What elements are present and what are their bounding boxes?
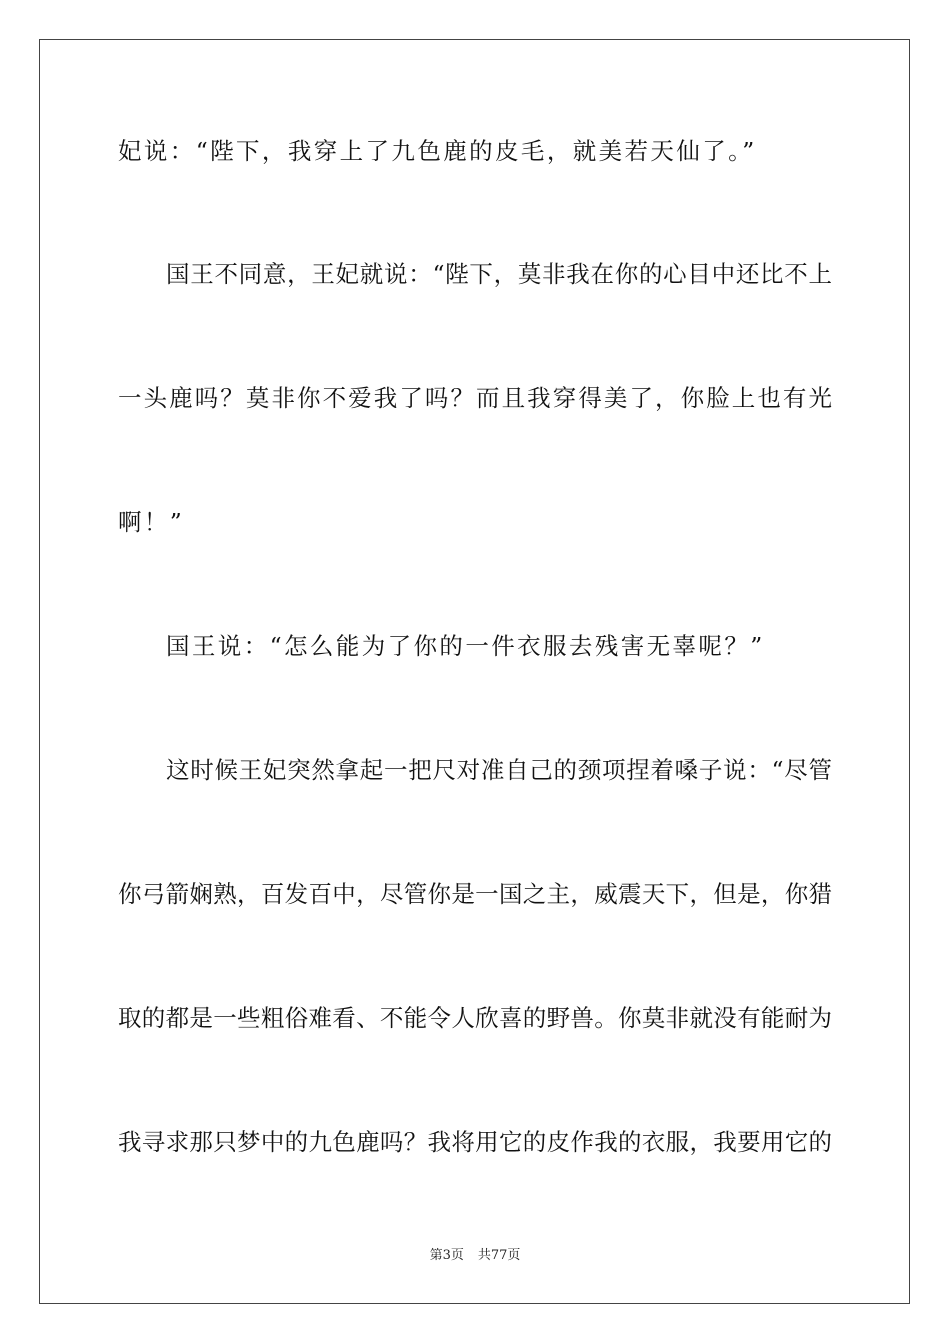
- text-line: 国王说：“怎么能为了你的一件衣服去残害无辜呢？”: [166, 632, 765, 660]
- page-border: [39, 39, 910, 1304]
- text-line: 你弓箭娴熟，百发百中，尽管你是一国之主，威震天下，但是，你猎: [118, 880, 832, 908]
- text-line: 我寻求那只梦中的九色鹿吗？我将用它的皮作我的衣服，我要用它的: [118, 1128, 832, 1156]
- page-footer: [0, 1248, 950, 1264]
- text-line: 一头鹿吗？莫非你不爱我了吗？而且我穿得美了，你脸上也有光: [118, 384, 832, 412]
- text-line: 啊！”: [118, 508, 185, 536]
- page-number: 第3页: [429, 1248, 464, 1263]
- text-line: 取的都是一些粗俗难看、不能令人欣喜的野兽。你莫非就没有能耐为: [118, 1004, 832, 1032]
- text-line: 妃说：“陛下，我穿上了九色鹿的皮毛，就美若天仙了。”: [118, 137, 757, 165]
- text-line: 国王不同意，王妃就说：“陛下，莫非我在你的心目中还比不上: [166, 260, 832, 288]
- text-line: 这时候王妃突然拿起一把尺对准自己的颈项捏着嗓子说：“尽管: [166, 756, 832, 784]
- total-pages: 共77页: [477, 1248, 521, 1263]
